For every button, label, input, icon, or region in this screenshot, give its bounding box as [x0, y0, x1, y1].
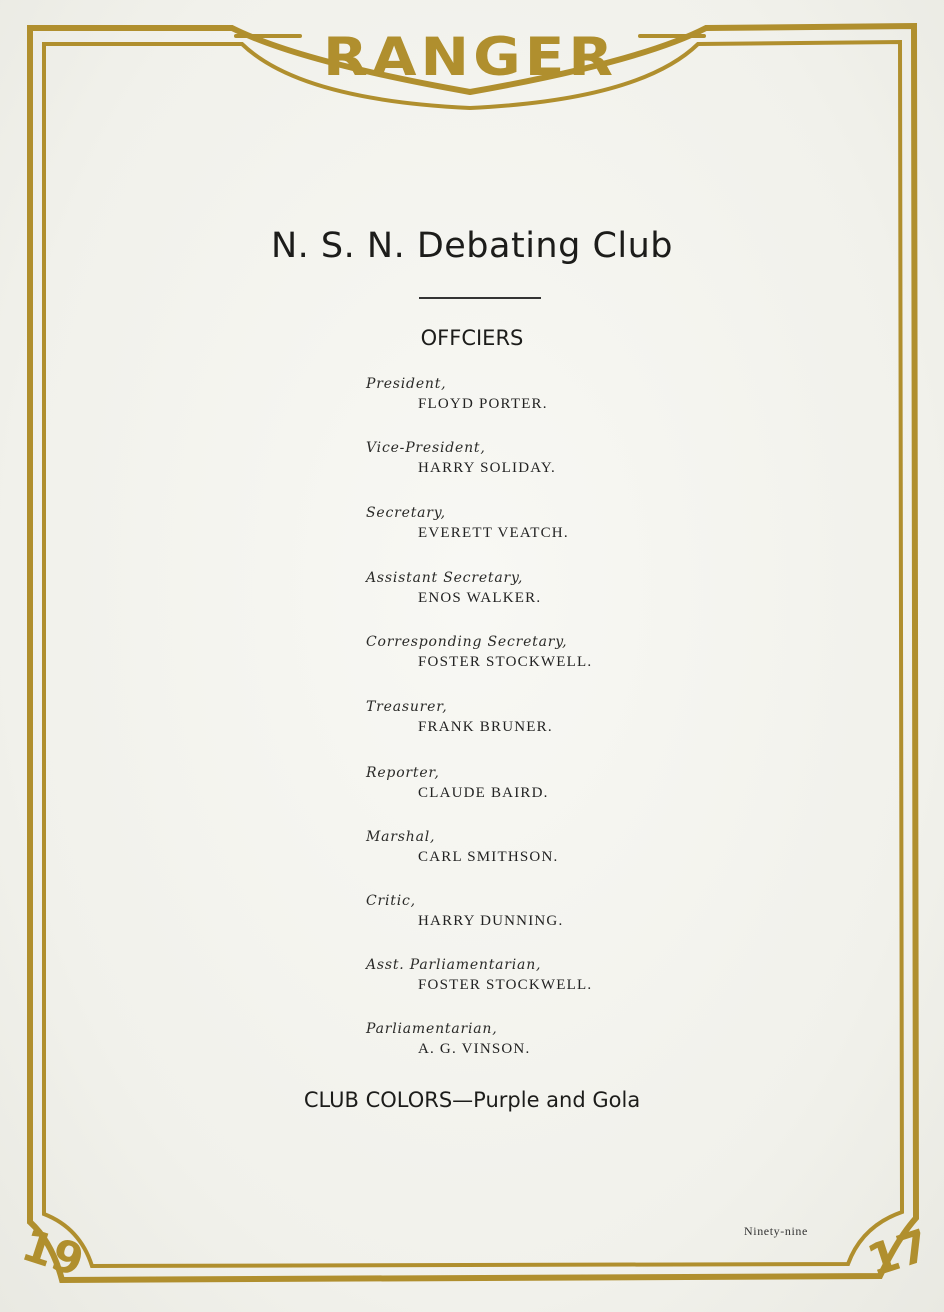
officer-entry: [366, 827, 766, 867]
officer-entry: [366, 697, 766, 737]
officer-entry: [366, 891, 766, 931]
ranger-masthead: RANGER: [323, 26, 617, 88]
officer-entry: [366, 763, 766, 803]
year-left-digits: 19: [15, 1219, 90, 1288]
officer-role: Vice-President,: [366, 440, 486, 456]
officer-role: President,: [366, 376, 447, 392]
officer-name: FOSTER STOCKWELL.: [418, 977, 593, 993]
officer-role: Marshal,: [366, 829, 436, 845]
officer-entry: [366, 503, 766, 543]
officer-name: FRANK BRUNER.: [418, 719, 553, 735]
officer-role: Asst. Parliamentarian,: [366, 957, 542, 973]
officers-heading: OFFCIERS: [420, 326, 524, 350]
page-title: N. S. N. Debating Club: [270, 226, 673, 266]
officer-role: Secretary,: [366, 505, 446, 521]
officer-role: Reporter,: [366, 765, 440, 781]
officer-role: Critic,: [366, 893, 416, 909]
officer-name: HARRY SOLIDAY.: [418, 460, 556, 476]
officer-role: Assistant Secretary,: [366, 570, 524, 586]
officer-name: HARRY DUNNING.: [418, 913, 564, 929]
officer-entry: [366, 632, 766, 672]
page-number: Ninety-nine: [744, 1224, 808, 1238]
officer-role: Parliamentarian,: [366, 1021, 498, 1037]
officer-entry: [366, 1019, 766, 1059]
officer-name: A. G. VINSON.: [418, 1041, 531, 1057]
officer-name: CLAUDE BAIRD.: [418, 785, 549, 801]
officer-name: ENOS WALKER.: [418, 590, 542, 606]
officer-role: Corresponding Secretary,: [366, 634, 568, 650]
title-divider: [419, 297, 541, 299]
officer-name: CARL SMITHSON.: [418, 849, 559, 865]
officer-entry: [366, 438, 766, 478]
officer-entry: [366, 955, 766, 995]
officer-role: Treasurer,: [366, 699, 448, 715]
officer-entry: [366, 568, 766, 608]
club-colors-line: CLUB COLORS—Purple and Gola: [303, 1088, 641, 1112]
officer-name: FLOYD PORTER.: [418, 396, 548, 412]
officer-name: EVERETT VEATCH.: [418, 525, 569, 541]
officer-entry: [366, 374, 766, 414]
officer-name: FOSTER STOCKWELL.: [418, 654, 593, 670]
year-right-digits: 17: [861, 1219, 936, 1288]
